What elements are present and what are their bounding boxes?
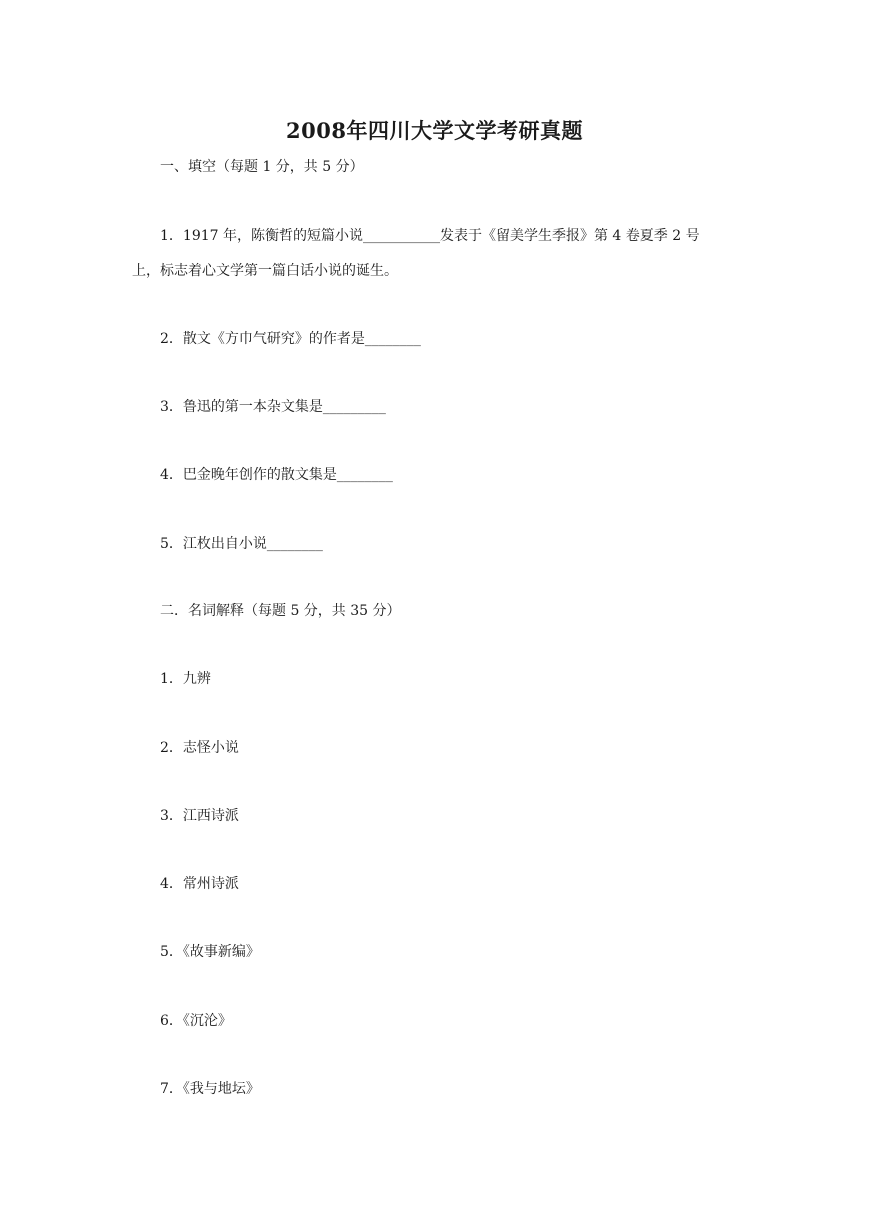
document-title: 2008年四川大学文学考研真题 [286,118,583,143]
question-1-line-2: 上，标志着心文学第一篇白话小说的诞生。 [132,263,398,279]
term-item: 3．江西诗派 [160,808,239,824]
term-item: 7．《我与地坛》 [160,1081,260,1097]
question-3: 3．鲁迅的第一本杂文集是_________ [160,399,386,415]
term-item: 1．九辨 [160,671,211,687]
section-1-heading: 一、填空（每题 1 分，共 5 分） [160,159,364,175]
question-1-line-1: 1．1917 年，陈衡哲的短篇小说___________发表于《留美学生季报》第 4 卷夏季 2 号 [160,228,700,244]
question-2: 2．散文《方巾气研究》的作者是________ [160,331,421,347]
question-4: 4．巴金晚年创作的散文集是________ [160,467,393,483]
term-item: 5．《故事新编》 [160,944,260,960]
section-2-heading: 二．名词解释（每题 5 分，共 35 分） [160,603,401,619]
term-item: 2．志怪小说 [160,740,239,756]
term-item: 4．常州诗派 [160,876,239,892]
question-5: 5．江枚出自小说________ [160,536,323,552]
term-item: 6．《沉沦》 [160,1013,232,1029]
